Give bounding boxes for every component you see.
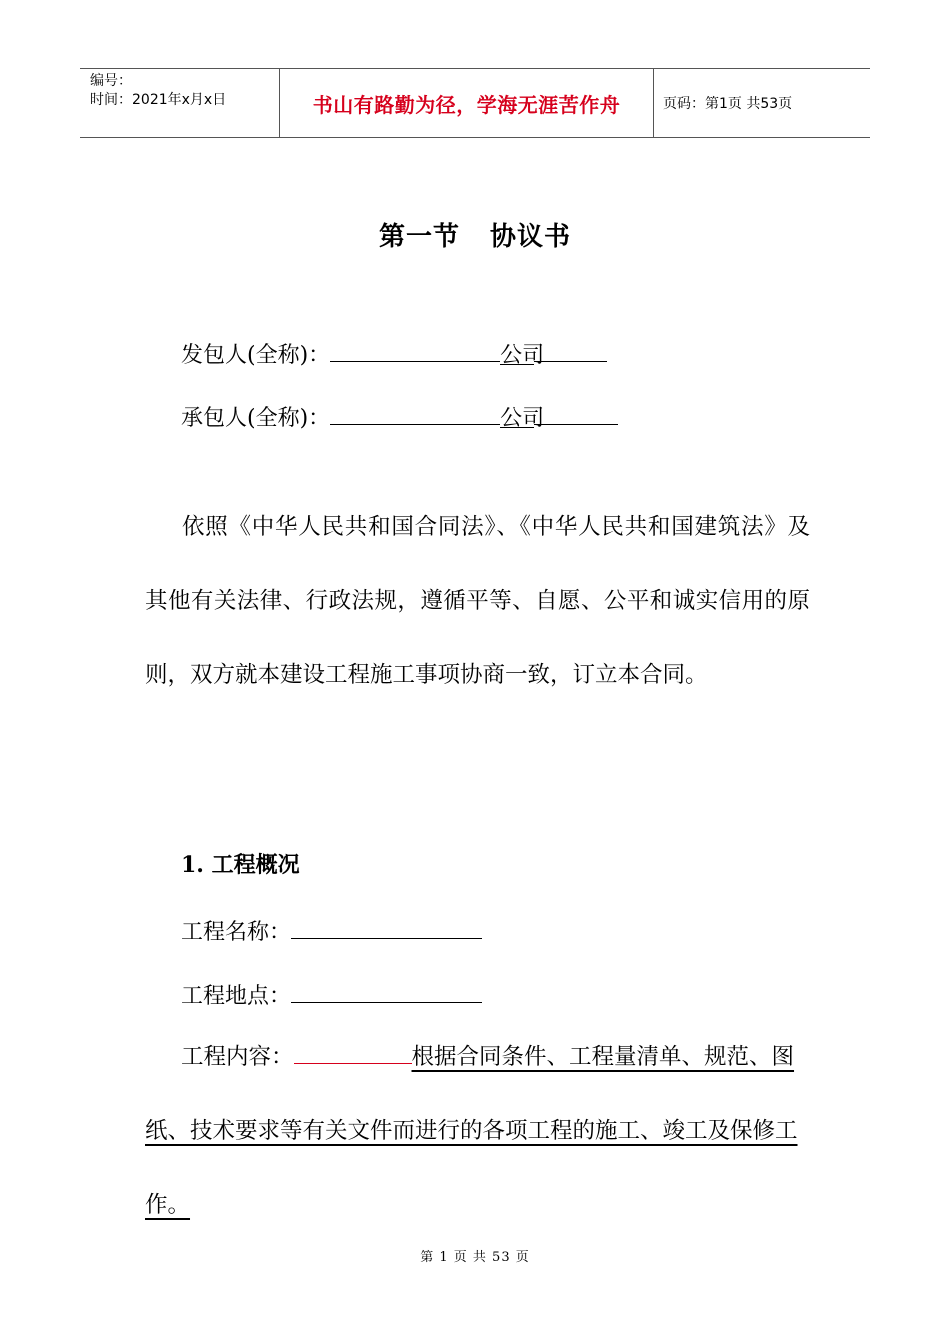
header-meta — [80, 69, 280, 137]
project-name-label: 工程名称： — [181, 920, 292, 945]
employer-suffix: 公司 — [500, 338, 534, 365]
project-location-label: 工程地点： — [181, 984, 292, 1009]
project-name-blank[interactable] — [291, 912, 482, 939]
employer-label: 发包人(全称)： — [181, 343, 331, 368]
contractor-blank-tail — [534, 398, 618, 425]
page-header — [80, 68, 870, 138]
project-location-blank[interactable] — [291, 976, 482, 1003]
contractor-blank[interactable] — [330, 398, 500, 425]
contractor-line — [181, 398, 618, 432]
preamble-paragraph: 依照《中华人民共和国合同法》、《中华人民共和国建筑法》及其他有关法律、行政法规，遵循平等、自愿、公平和诚实信用的原则，双方就本建设工程施工事项协商一致，订立本合同。 — [145, 514, 810, 688]
employer-blank-tail — [534, 335, 607, 362]
header-motto: 书山有路勤为径，学海无涯苦作舟 — [280, 69, 654, 137]
title-section: 第一节 — [378, 222, 460, 252]
contractor-suffix: 公司 — [500, 401, 534, 428]
header-page-number: 页码：第1页 共53页 — [663, 96, 793, 112]
project-content-blank[interactable] — [294, 1037, 412, 1064]
page-title — [0, 216, 950, 253]
page-footer: 第 1 页 共 53 页 — [420, 1250, 530, 1265]
document-time-label: 时间：2021年x月x日 — [90, 92, 227, 108]
contractor-label: 承包人(全称)： — [181, 406, 331, 431]
project-name-line — [181, 912, 482, 946]
document-number-label: 编号： — [90, 73, 132, 89]
employer-line — [181, 335, 607, 369]
section-heading: 1. 工程概况 — [181, 852, 300, 878]
title-name: 协议书 — [490, 222, 572, 252]
project-content-block — [145, 1020, 810, 1242]
project-content-label: 工程内容： — [181, 1044, 294, 1070]
employer-blank[interactable] — [330, 335, 500, 362]
project-location-line — [181, 976, 482, 1010]
project-content-text: 根据合同条件、工程量清单、规范、图纸、技术要求等有关文件而进行的各项工程的施工、竣工及保修工作。 — [145, 1044, 798, 1218]
